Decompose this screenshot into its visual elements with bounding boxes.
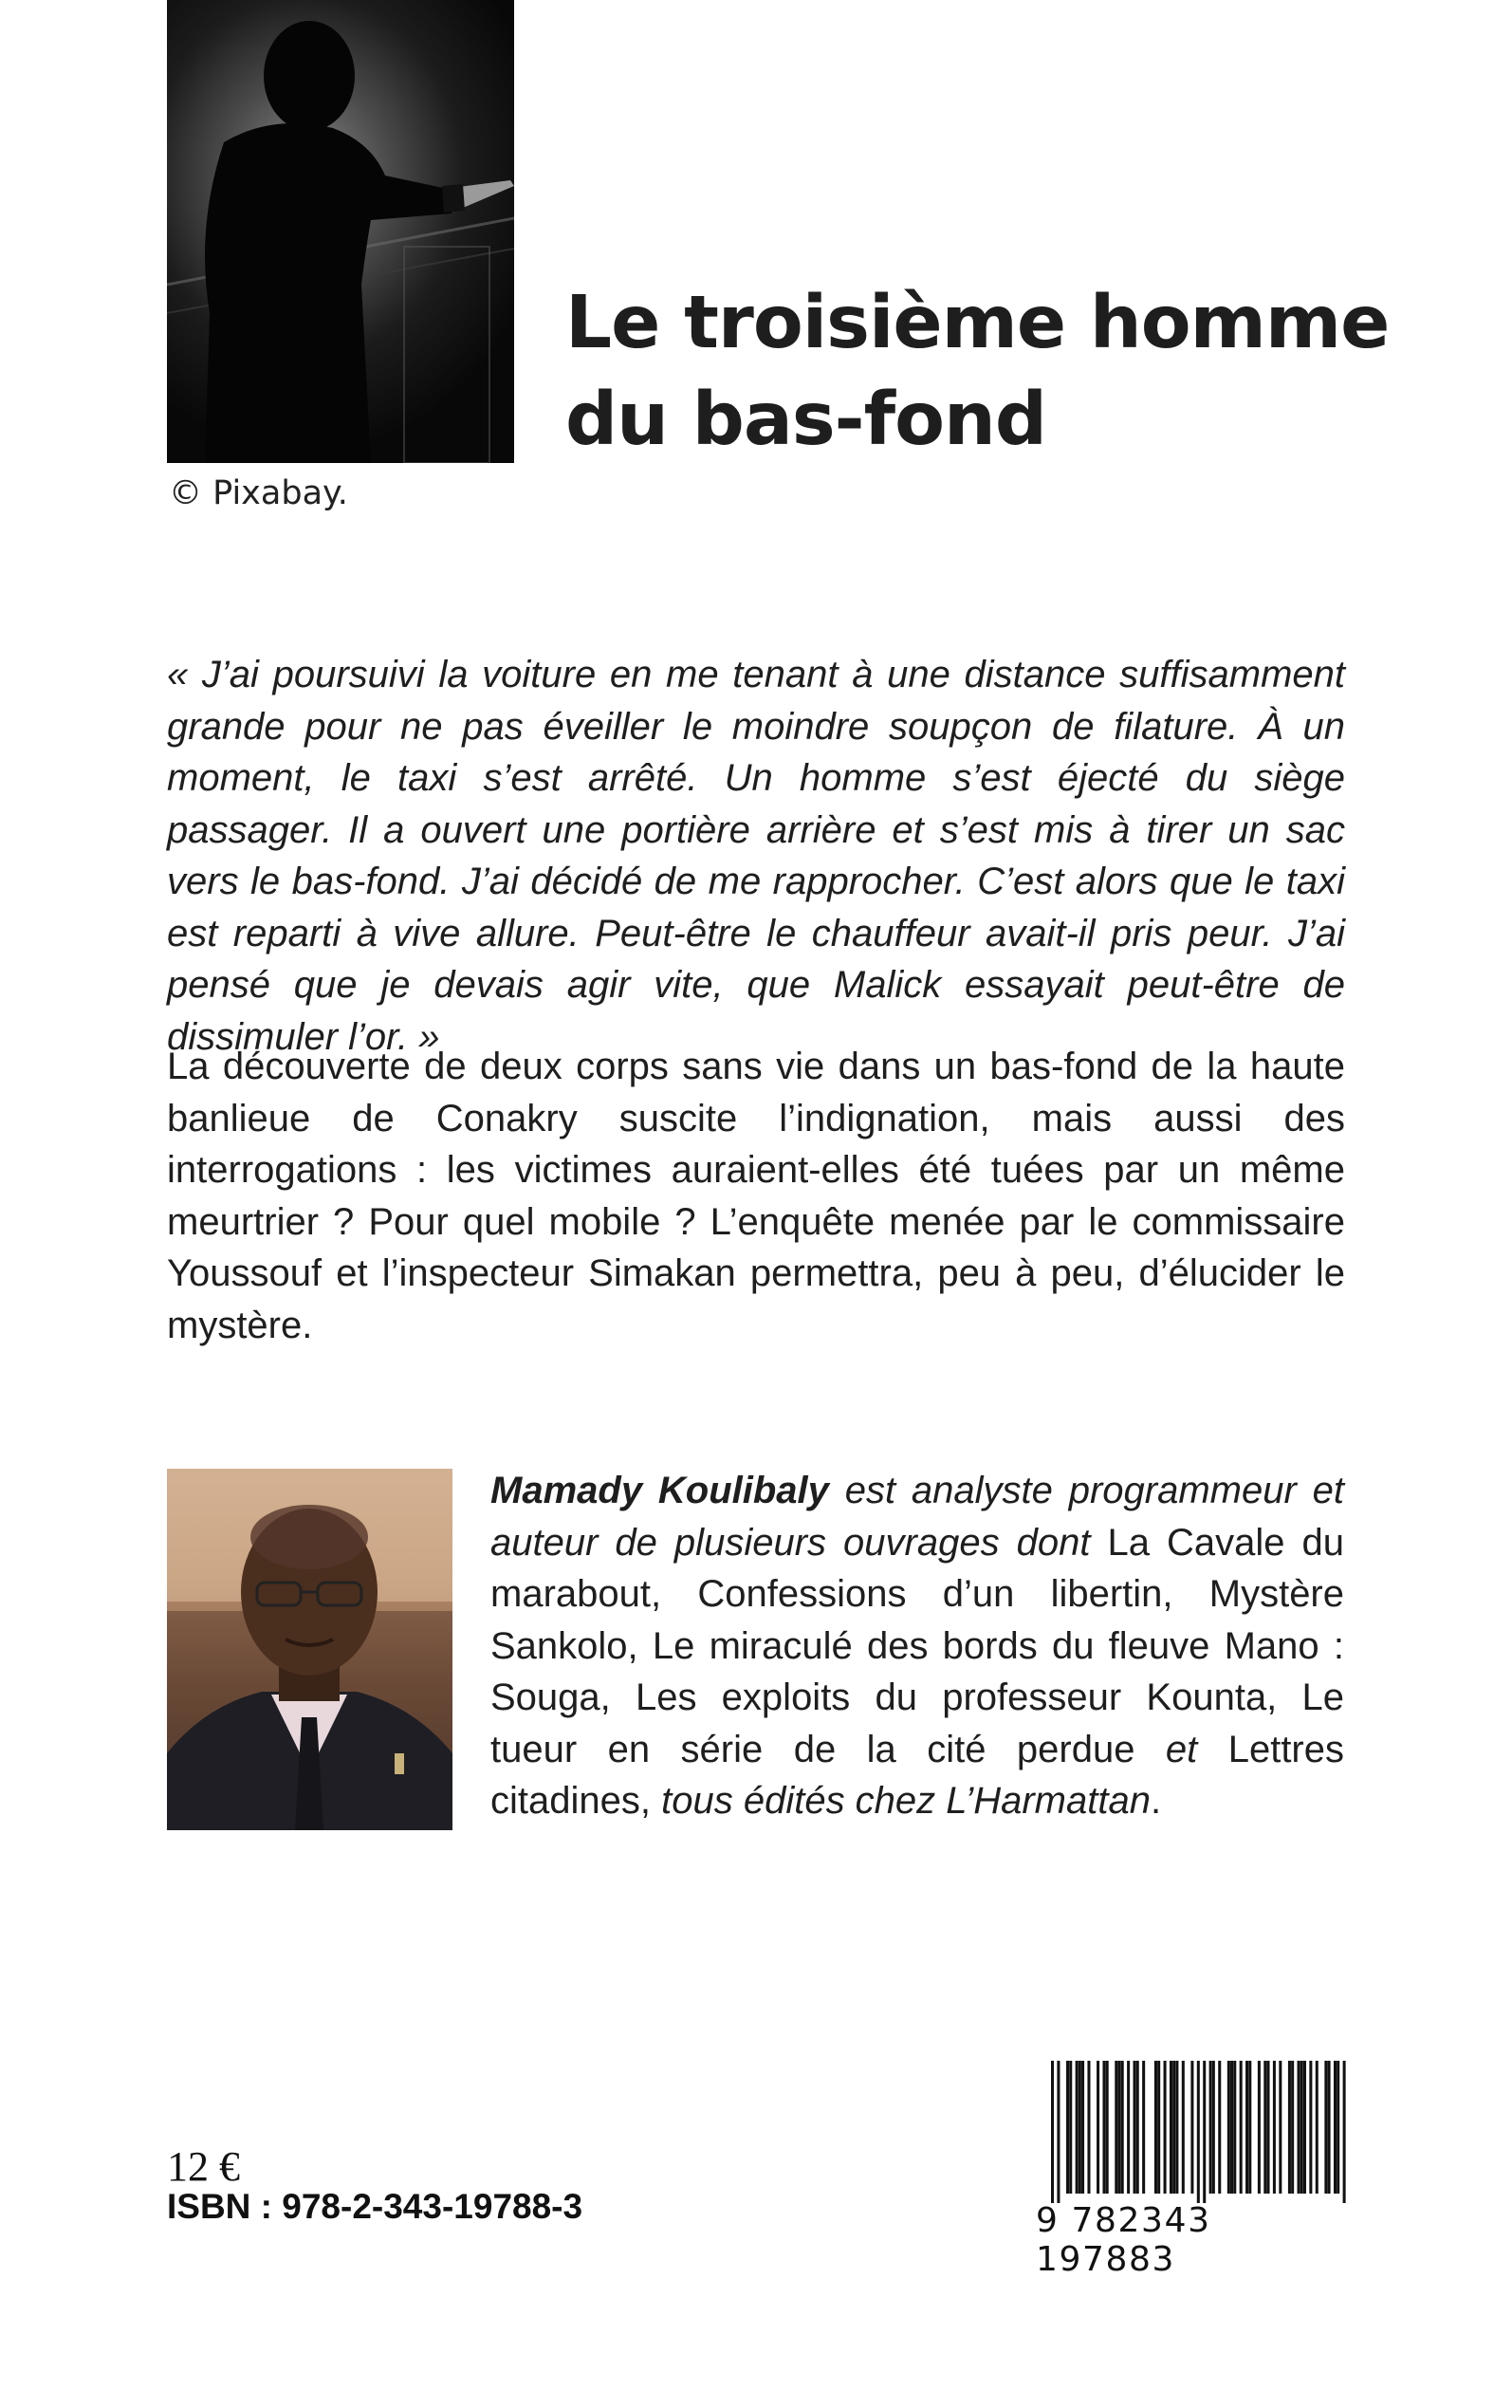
barcode-bar [1273, 2061, 1276, 2194]
author-name: Mamady Koulibaly [490, 1470, 829, 1511]
barcode-bar [1258, 2061, 1261, 2194]
barcode-bar [1245, 2061, 1248, 2194]
barcode-bar [1190, 2061, 1193, 2194]
barcode-number: 9 782343 197883 [1036, 2201, 1211, 2279]
bio-end: . [1150, 1780, 1162, 1822]
barcode-bar [1057, 2061, 1060, 2203]
barcode-bar [1212, 2061, 1215, 2194]
barcode-bar [1343, 2061, 1346, 2203]
barcode-bar [1263, 2061, 1266, 2194]
price: 12 € [167, 2143, 240, 2190]
barcode-bar [1172, 2061, 1175, 2194]
barcode-bar [1328, 2061, 1331, 2194]
barcode-bar [1209, 2061, 1212, 2194]
barcode-bar [1154, 2061, 1157, 2194]
bio-publisher-note: tous édités chez L’Harmattan [661, 1780, 1151, 1822]
barcode-bar [1303, 2061, 1306, 2194]
barcode-bar [1136, 2061, 1139, 2194]
barcode-bar [1121, 2061, 1124, 2194]
barcode [1051, 2061, 1349, 2203]
bio-last-work: Lettres citadines, [490, 1728, 1344, 1822]
book-title-line-2: du bas-fond [565, 378, 1046, 462]
barcode-bar [1079, 2061, 1081, 2194]
synopsis-paragraph: La découverte de deux corps sans vie dans un bas-fond de la haute banlieue de Conakry suscite l’indignation, mais aussi des interrogations : les victimes auraient-elles été tuées par un même meurtrier ? Pour quel mobile ? L’enquête menée par le commissaire Youssouf et l’inspecteur Simakan permettra, peu à peu, d’élucider le mystère. [167, 1046, 1345, 1346]
barcode-bar [1051, 2061, 1054, 2203]
barcode-bar [1288, 2061, 1291, 2194]
barcode-bar [1081, 2061, 1084, 2194]
barcode-bar [1324, 2061, 1327, 2194]
bio-works: La Cavale du marabout, Confessions d’un libertin, Mystère Sankolo, Le miraculé des bords du fleuve Mano : Souga, Les exploits du professeur Kounta, Le tueur en série de la cité perdue [490, 1521, 1344, 1770]
barcode-bar [1227, 2061, 1230, 2194]
barcode-bar [1182, 2061, 1185, 2194]
barcode-bar [1066, 2061, 1069, 2194]
barcode-bar [1175, 2061, 1178, 2194]
barcode-bar [1134, 2061, 1136, 2194]
isbn: ISBN : 978-2-343-19788-3 [167, 2187, 583, 2226]
barcode-bar [1316, 2061, 1318, 2194]
barcode-bar [1097, 2061, 1099, 2194]
barcode-bar [1170, 2061, 1172, 2194]
barcode-bar [1291, 2061, 1294, 2194]
barcode-bar [1218, 2061, 1221, 2194]
barcode-bar [1127, 2061, 1130, 2194]
book-title [565, 275, 1419, 469]
barcode-bar [1334, 2061, 1337, 2194]
barcode-bar [1115, 2061, 1117, 2194]
barcode-bar [1197, 2061, 1200, 2203]
barcode-bar [1102, 2061, 1105, 2194]
bio-intro: est analyste programmeur et auteur de plusieurs ouvrages dont [490, 1470, 1344, 1564]
barcode-bar [1106, 2061, 1109, 2194]
author-photo [167, 1469, 452, 1830]
barcode-bar [1300, 2061, 1303, 2194]
barcode-bar [1203, 2061, 1206, 2203]
bio-and: et [1165, 1728, 1198, 1770]
barcode-bar [1233, 2061, 1236, 2194]
barcode-bar [1266, 2061, 1269, 2194]
barcode-bar [1142, 2061, 1145, 2194]
barcode-bar [1087, 2061, 1090, 2194]
author-bio [490, 1465, 1344, 1827]
photo-credit: © Pixabay. [169, 474, 348, 512]
excerpt-quote: « J’ai poursuivi la voiture en me tenant à une distance suffisamment grande pour ne pas éveiller le moindre soupçon de filature. À un moment, le taxi s’est arrêté. Un homme s’est éjecté du siège passager. Il a ouvert une portière arrière et s’est mis à tirer un sac vers le bas-fond. J’ai décidé de me rapprocher. C’est alors que le taxi est reparti à vive allure. Peut-être le chauffeur avait-il pris peur. J’ai pensé que je devais agir vite, que Malick essayait peut-être de dissimuler l’or. » [167, 654, 1345, 1058]
barcode-bar [1279, 2061, 1282, 2194]
barcode-bar [1337, 2061, 1339, 2194]
barcode-bar [1298, 2061, 1300, 2194]
barcode-bar [1117, 2061, 1120, 2194]
barcode-bar [1248, 2061, 1251, 2194]
barcode-bar [1240, 2061, 1243, 2194]
barcode-bar [1069, 2061, 1072, 2194]
barcode-bar [1076, 2061, 1079, 2194]
book-title-line-1: Le troisième homme [565, 281, 1390, 365]
barcode-bar [1309, 2061, 1312, 2194]
barcode-bar [1230, 2061, 1233, 2194]
cover-photo [167, 0, 514, 463]
barcode-bar [1164, 2061, 1167, 2194]
barcode-bar [1157, 2061, 1160, 2194]
